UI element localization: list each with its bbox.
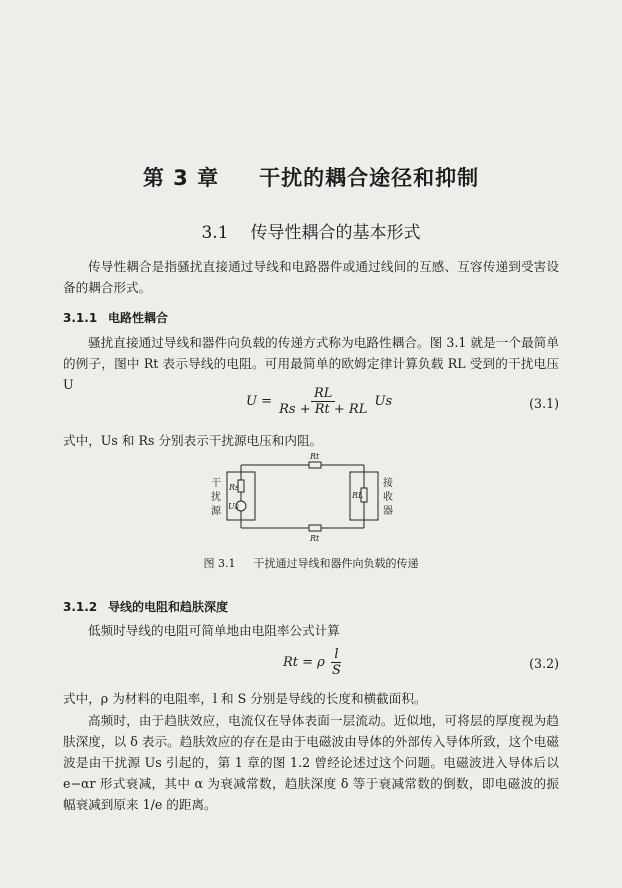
paragraph-circuit-coupling: 骚扰直接通过导线和器件向负载的传递方式称为电路性耦合。图 3.1 就是一个最简单的例子，图中 Rt 表示导线的电阻。可用最简单的欧姆定律计算负载 RL 受到的干扰电压 U [63, 335, 559, 392]
paragraph-resistance: 低频时导线的电阻可简单地由电阻率公式计算 [88, 623, 340, 638]
equation-number-3-1: (3.1) [529, 396, 559, 411]
source-label-3: 源 [211, 506, 221, 517]
equation-number-3-2: (3.2) [529, 656, 559, 671]
eq2-denominator: S [331, 663, 341, 678]
receiver-label-3: 器 [383, 506, 393, 517]
eq2-fraction [329, 647, 344, 678]
section-number: 3.1 [201, 223, 229, 243]
subsection-number: 3.1.2 [63, 600, 98, 614]
label-us: Us [228, 502, 239, 511]
receiver-label-2: 收 [383, 492, 393, 503]
section-name: 传导性耦合的基本形式 [250, 223, 421, 243]
eq1-denominator: Rs + Rt + RL [279, 402, 368, 417]
figure-caption-text: 干扰通过导线和器件向负载的传递 [253, 557, 419, 570]
paragraph-resistivity: 式中，ρ 为材料的电阻率，l 和 S 分别是导线的长度和横截面积。 [63, 691, 427, 706]
intro-paragraph: 传导性耦合是指骚扰直接通过导线和电路器件或通过线间的互感、互容传递到受害设备的耦合形式。 [63, 259, 559, 295]
section-title [0, 218, 622, 243]
receiver-label-1: 接 [383, 478, 393, 489]
label-rt-bottom: Rt [310, 534, 320, 543]
circuit-diagram [205, 450, 420, 545]
subsection-title: 导线的电阻和趋肤深度 [108, 600, 229, 614]
equation-3-1 [246, 386, 392, 417]
subsection-number: 3.1.1 [63, 311, 98, 325]
eq1-rhs: Us [374, 394, 393, 409]
eq1-fraction [276, 386, 370, 417]
paragraph-skin-effect: 高频时，由于趋肤效应，电流仅在导体表面一层流动。近似地，可将层的厚度视为趋肤深度，以 δ 表示。趋肤效应的存在是由于电磁波由导体的外部传入导体所致，这个电磁波是由干扰源 Us 引起的，第 1 章的图 1.2 曾经论述过这个问题。电磁波进入导体后以 e−αr 形式衰减，其中 α 为衰减常数，趋肤深度 δ 等于衰减常数的倒数，即电磁波的振幅衰减到原来 1/e 的距离。 [63, 713, 559, 812]
chapter-name: 干扰的耦合途径和抑制 [259, 166, 480, 190]
eq2-numerator: l [331, 647, 341, 663]
label-rt-top: Rt [310, 452, 320, 461]
eq1-lhs: U = [246, 394, 272, 409]
eq2-lhs: Rt = ρ [283, 655, 325, 670]
equation-3-2 [283, 647, 344, 678]
subsection-heading-2 [63, 598, 228, 615]
paragraph-symbols: 式中，Us 和 Rs 分别表示干扰源电压和内阻。 [63, 433, 323, 448]
eq1-numerator: RL [311, 386, 335, 402]
figure-caption [0, 555, 622, 571]
subsection-heading-1 [63, 309, 168, 326]
source-label-2: 扰 [211, 492, 221, 503]
figure-number: 图 3.1 [203, 557, 236, 570]
source-label-1: 干 [211, 478, 221, 489]
resistor-rt-top [309, 462, 321, 468]
chapter-number: 第 3 章 [142, 166, 220, 190]
chapter-title [0, 162, 622, 192]
subsection-title: 电路性耦合 [108, 311, 169, 325]
resistor-rt-bottom [309, 525, 321, 531]
label-rs: Rs [229, 483, 240, 492]
label-rl: RL [352, 491, 364, 500]
